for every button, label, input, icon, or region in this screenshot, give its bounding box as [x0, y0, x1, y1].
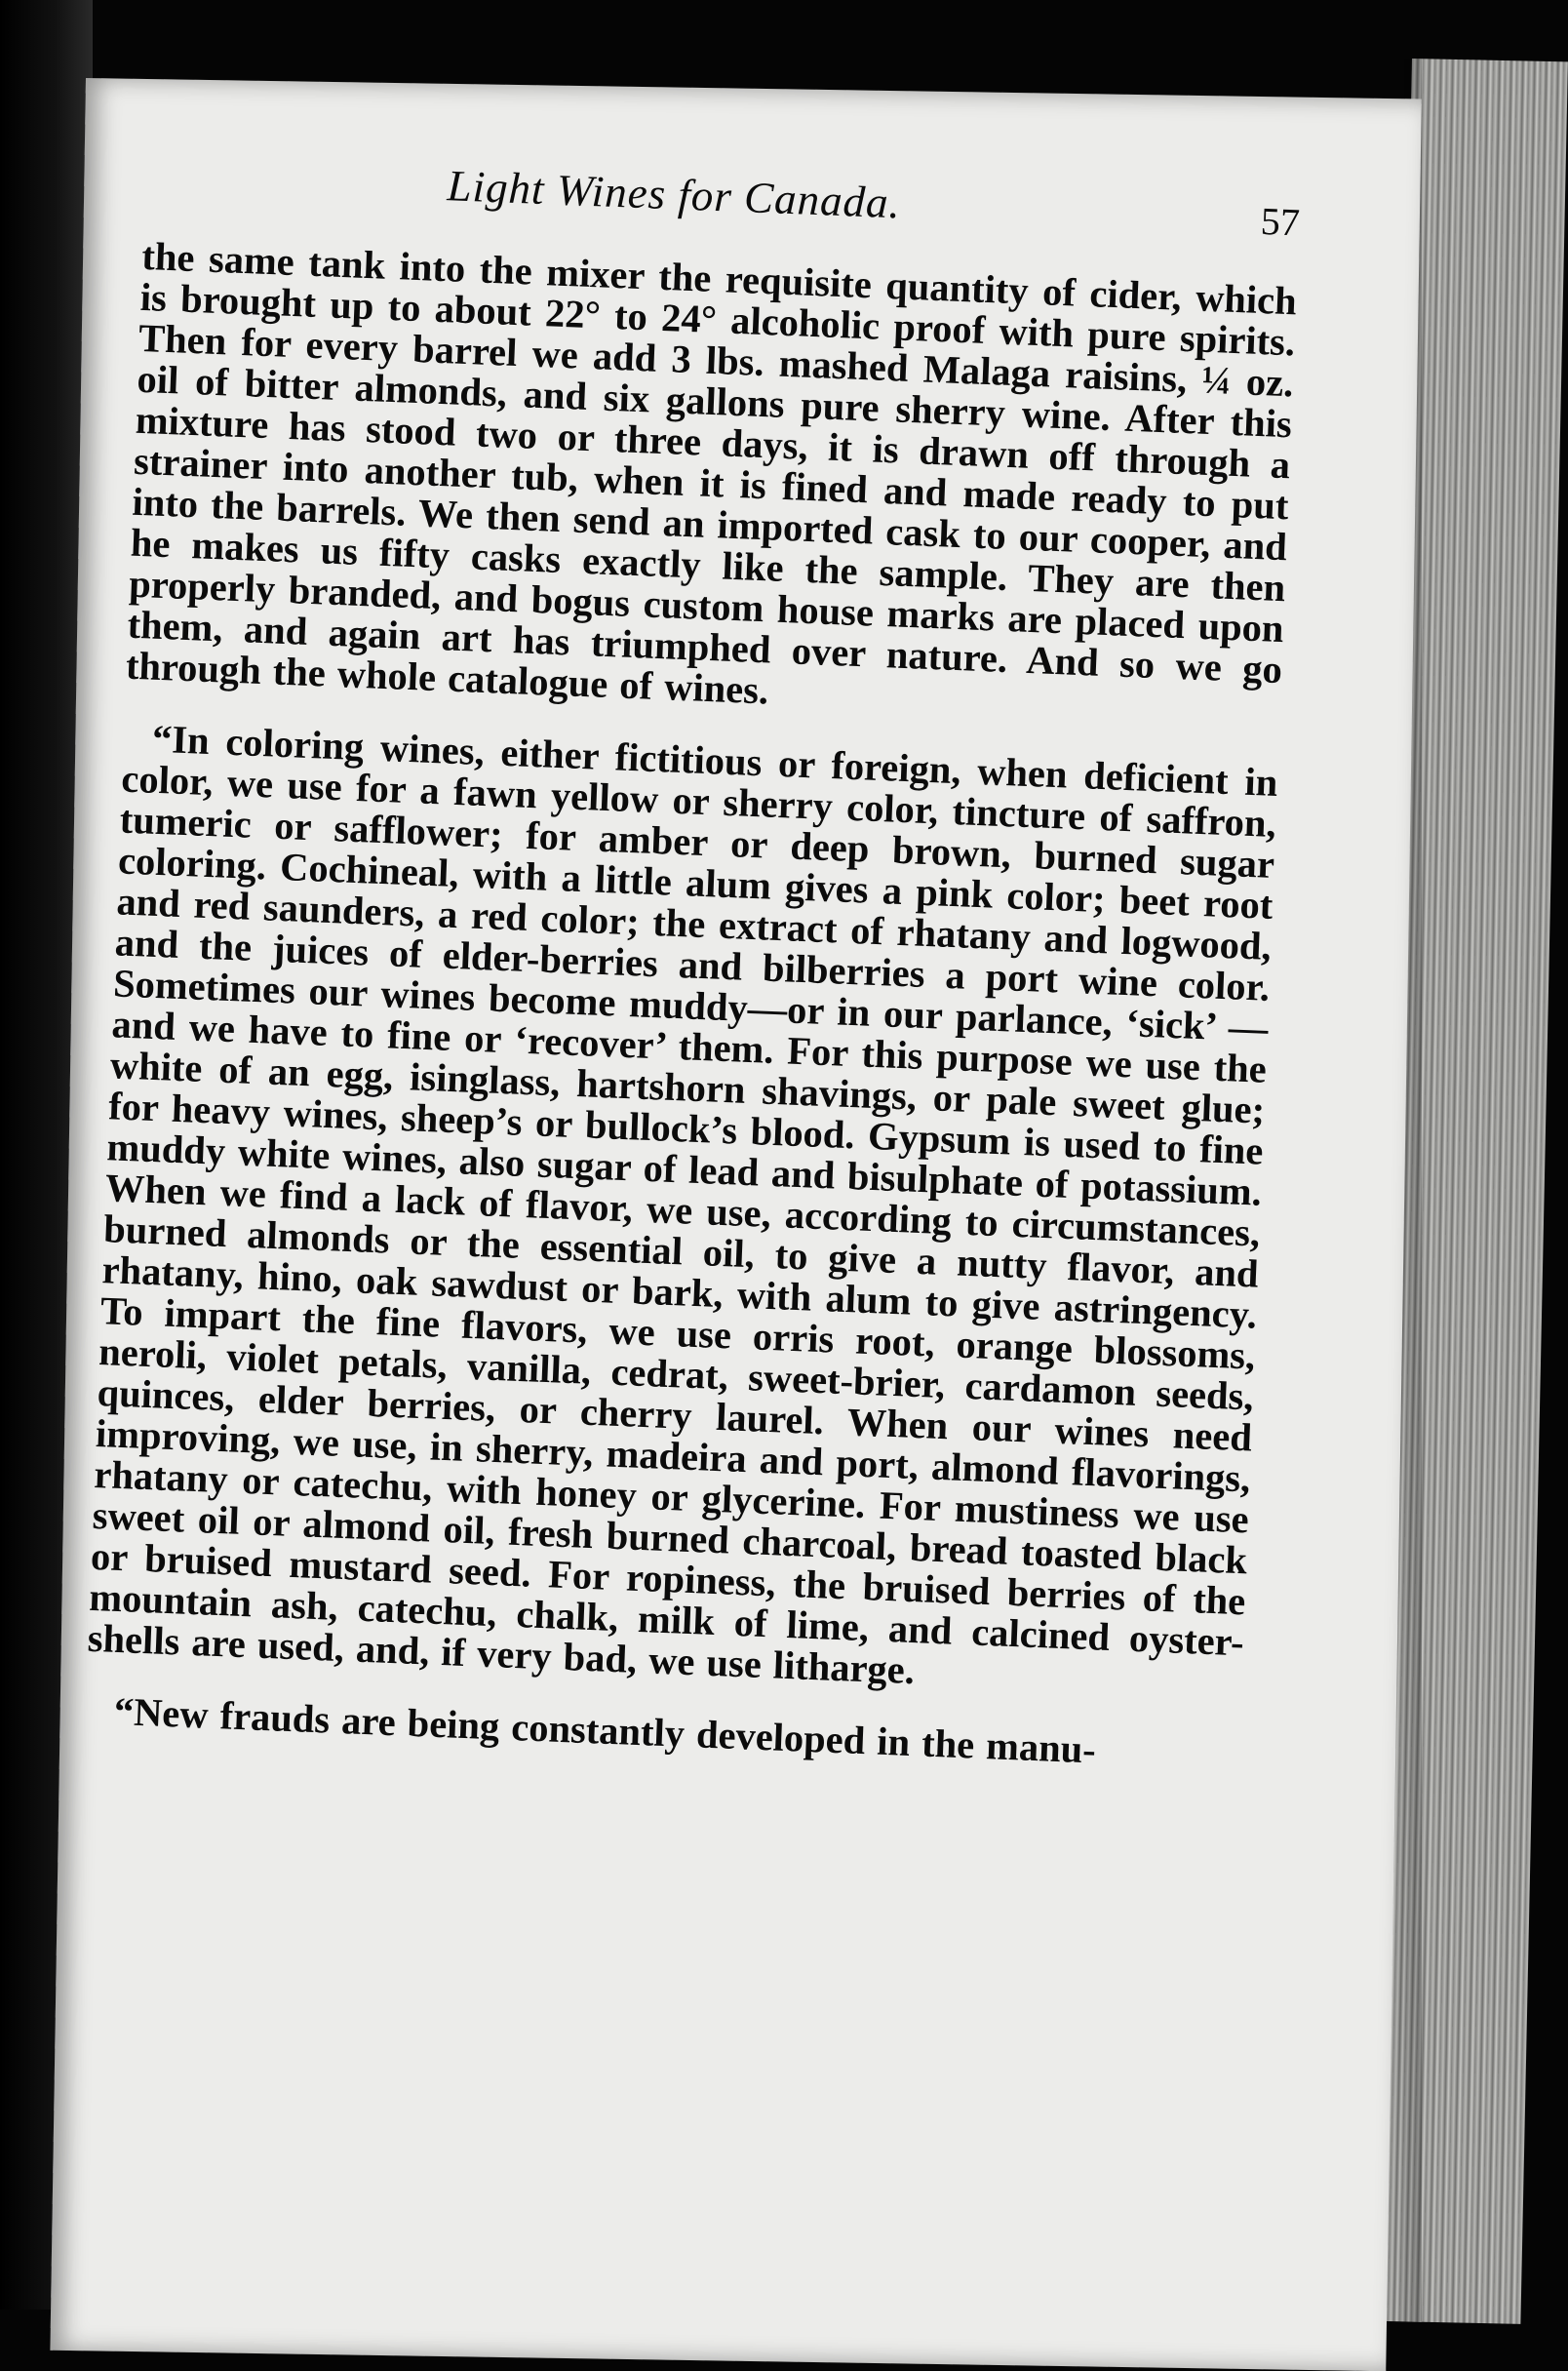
running-head: Light Wines for Canada. — [446, 161, 902, 228]
paragraph-new-frauds: “New frauds are being constantly developed in the manu- — [113, 1688, 1097, 1772]
paragraph-coloring-wines: “In coloring wines, either fictitious or foreign, when deficient in color, we use for a fawn yellow or sherry color, tincture of saffron, tumeric or safflower; for amber or deep brown, burned sugar coloring. Cochineal, with a little alum gives a pink color; beet root and red saunders, a red color; the extract of rhatany and logwood, and the juices of elder-berries and bilberries a port wine color. Sometimes our wines become muddy—or in our parlance, ‘sick’ —and we have to fine or ‘recover’ them. For this purpose we use the white of an egg, isinglass, hartshorn shavings, or pale sweet glue; for heavy wines, sheep’s or bullock’s blood. Gypsum is used to fine muddy white wines, also sugar of lead and bisulphate of potassium. When we find a lack of flavor, we use, according to circumstances, burned almonds or the essential oil, to give a nutty flavor, and rhatany, hino, oak sawdust or bark, with alum to give astringency. To impart the fine flavors, we use orris root, orange blossoms, neroli, violet petals, vanilla, cedrat, sweet-brier, cardamon seeds, quinces, elder berries, or cherry laurel. When our wines need improving, we use, in sherry, madeira and port, almond flavorings, rhatany or catechu, with honey or glycerine. For mustiness we use sweet oil or almond oil, fresh burned charcoal, bread toasted black or bruised mustard seed. For ropiness, the bruised berries of the mountain ash, catechu, chalk, milk of lime, and calcined oyster-shells are used, and, if very bad, we use litharge. — [87, 716, 1279, 1693]
page-content — [84, 146, 1301, 1776]
paragraph-continuation: the same tank into the mixer the requisite quantity of cider, which is brought up to about 22° to 24° alcoholic proof with pure spirits. Then for every barrel we add 3 lbs. mashed Malaga raisins, ¼ oz. oil of bitter almonds, and six gallons pure sherry wine. After this mixture has stood two or three days, it is drawn off through a strainer into another tub, when it is fined and made ready to put into the barrels. We then send an imported cask to our cooper, and he makes us fifty casks exactly like the sample. They are then properly branded, and bogus custom house marks are placed upon them, and again art has triumphed over nature. And so we go through the whole catalogue of wines. — [125, 233, 1298, 713]
page-number: 57 — [1259, 198, 1301, 245]
